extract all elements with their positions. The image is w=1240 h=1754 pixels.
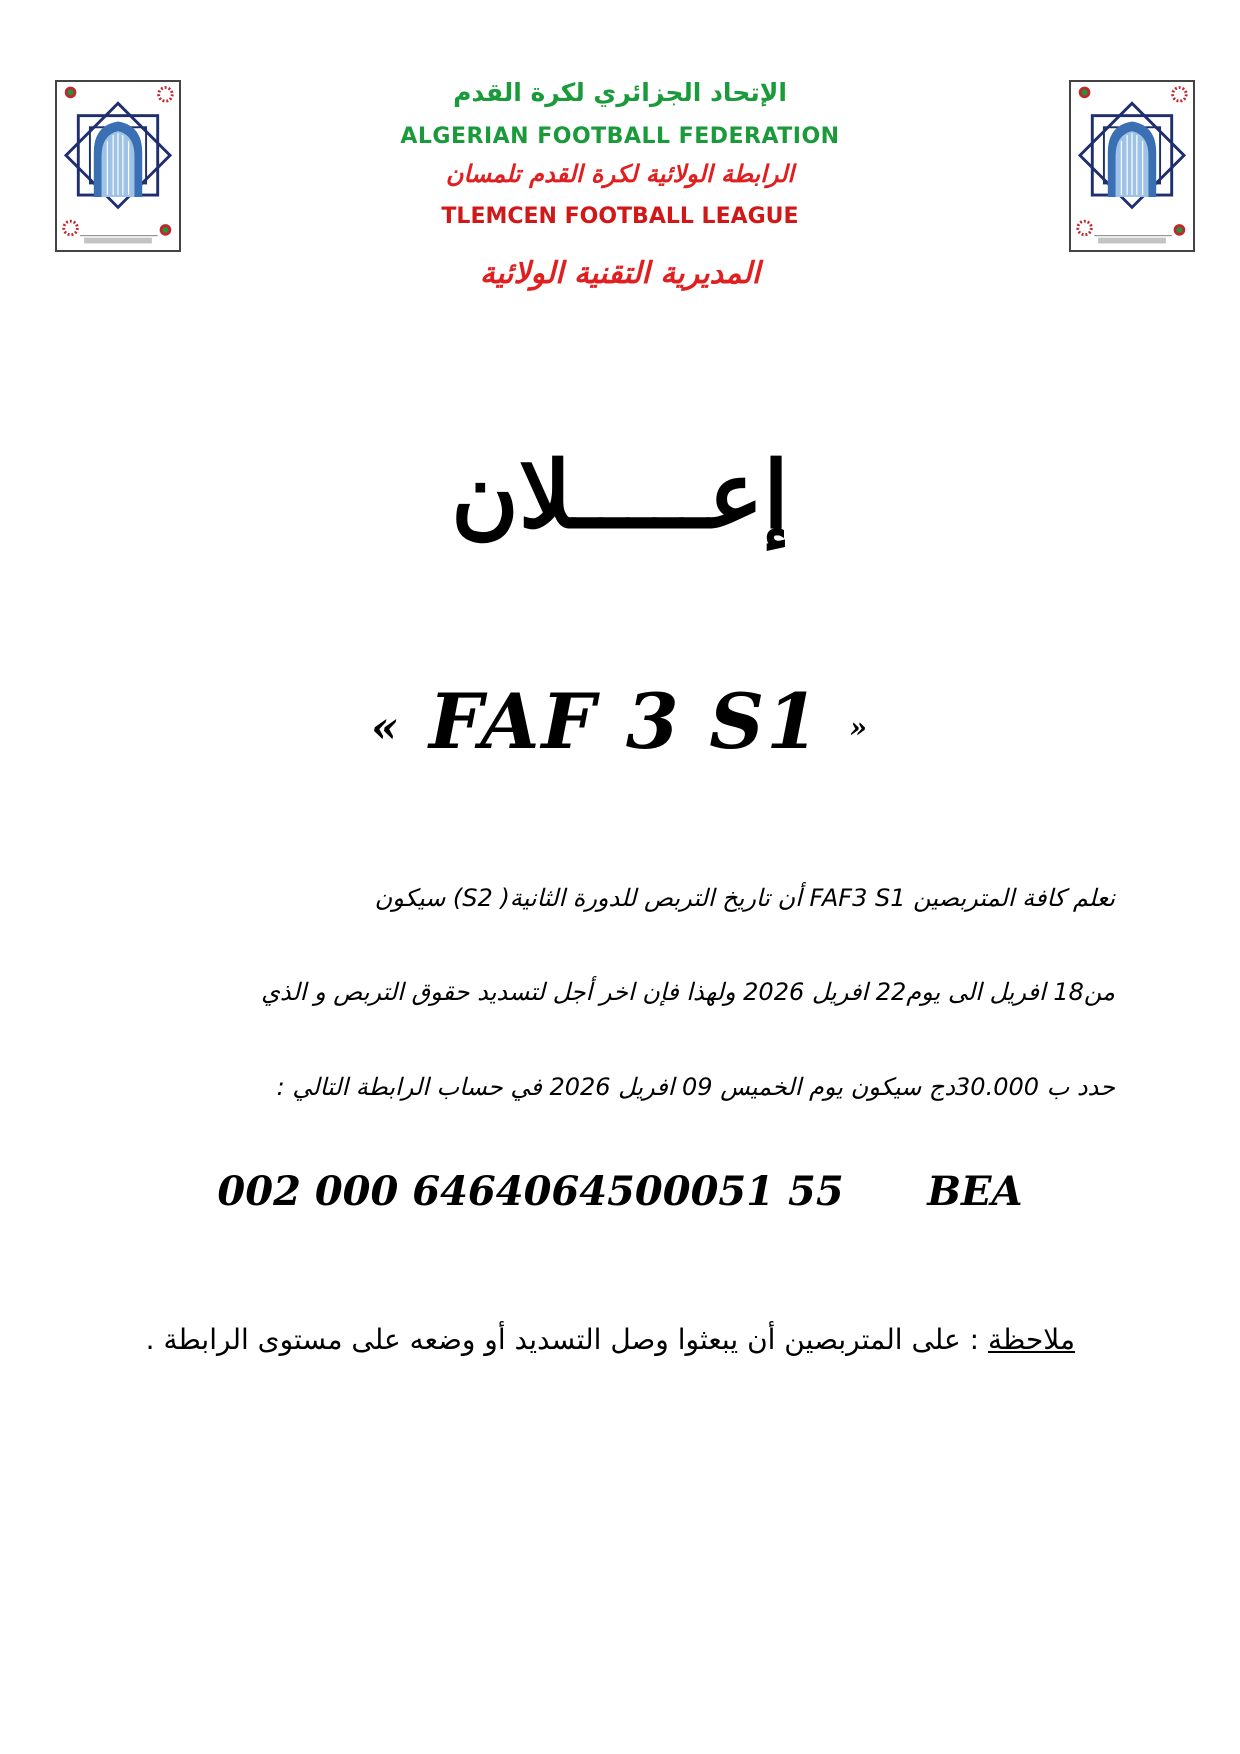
league-logo-left xyxy=(55,80,181,252)
note-text: : على المتربصين أن يبعثوا وصل التسديد أو وضعه على مستوى الرابطة . xyxy=(145,1323,988,1356)
account-number: 002 000 6464064500051 55 xyxy=(217,1168,844,1215)
league-name-english: TLEMCEN FOOTBALL LEAGUE xyxy=(441,204,799,229)
league-logo-right xyxy=(1069,80,1195,252)
league-emblem-icon xyxy=(57,82,179,250)
bank-name: BEA xyxy=(927,1168,1023,1215)
league-name-arabic: الرابطة الولائية لكرة القدم تلمسان xyxy=(445,160,795,188)
body-line-2: من18 افريل الى يوم22 افريل 2026 ولهذا فإن اخر أجل لتسديد حقوق التربص و الذي xyxy=(261,978,1115,1006)
note-label: ملاحظة xyxy=(988,1323,1075,1356)
technical-directorate-title: المديرية التقنية الولائية xyxy=(479,256,761,291)
course-name-block xyxy=(300,677,940,766)
bank-account-line xyxy=(160,1168,1080,1216)
close-quote: » xyxy=(849,711,869,744)
league-emblem-icon xyxy=(1071,82,1193,250)
open-quote: « xyxy=(371,702,401,753)
federation-name-arabic: الإتحاد الجزائري لكرة القدم xyxy=(453,78,787,107)
federation-name-english: ALGERIAN FOOTBALL FEDERATION xyxy=(400,124,840,149)
note-line xyxy=(75,1322,1075,1358)
body-line-1: نعلم كافة المتربصين FAF3 S1 أن تاريخ التربص للدورة الثانية( S2) سيكون xyxy=(374,884,1115,912)
announcement-title: إعـــــلان xyxy=(451,441,789,549)
body-line-3: حدد ب 30.000دج سيكون يوم الخميس 09 افريل 2026 في حساب الرابطة التالي : xyxy=(276,1073,1115,1101)
course-name: FAF 3 S1 xyxy=(429,677,821,766)
